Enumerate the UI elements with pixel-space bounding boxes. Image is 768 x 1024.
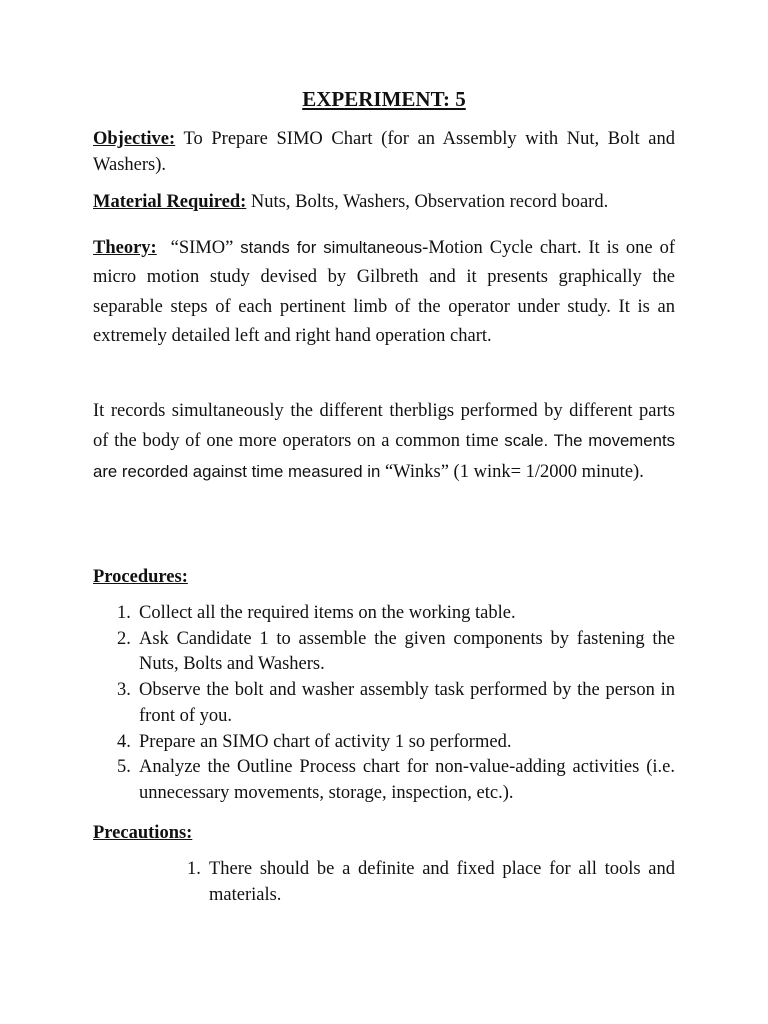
list-item xyxy=(117,678,675,729)
theory-label: Theory: xyxy=(93,238,157,258)
records-text-sans: scale. The movements are recorded against time measured in xyxy=(93,431,676,481)
records-paragraph xyxy=(93,397,675,487)
list-item-number: 4. xyxy=(117,731,131,752)
page-title: EXPERIMENT: 5 xyxy=(302,87,466,111)
list-item-text: There should be a definite and fixed place for all tools and materials. xyxy=(209,859,675,905)
list-item xyxy=(117,730,675,756)
list-item xyxy=(187,857,675,908)
theory-text-quote: “SIMO” xyxy=(156,238,234,258)
material-paragraph xyxy=(93,189,675,215)
procedures-heading: Procedures: xyxy=(93,567,188,587)
list-item-number: 5. xyxy=(117,757,131,778)
objective-paragraph xyxy=(93,126,675,178)
list-item-text: Ask Candidate 1 to assemble the given components by fastening the Nuts, Bolts and Washers. xyxy=(139,628,675,675)
theory-paragraph xyxy=(93,233,675,351)
precautions-heading-line xyxy=(93,820,675,846)
records-text-c: “Winks” (1 wink= 1/2000 minute). xyxy=(380,461,644,482)
procedures-heading-line xyxy=(93,564,675,590)
list-item-text: Observe the bolt and washer assembly task performed by the person in front of you. xyxy=(139,680,675,726)
precautions-heading: Precautions: xyxy=(93,823,193,843)
list-item-number: 1. xyxy=(187,859,201,879)
material-text: Nuts, Bolts, Washers, Observation record board. xyxy=(246,192,609,212)
precautions-list xyxy=(187,857,675,908)
material-label: Material Required: xyxy=(93,192,247,212)
list-item-text: Analyze the Outline Process chart for non-value-adding activities (i.e. unnecessary movements, storage, inspection, etc.). xyxy=(139,757,675,803)
list-item-number: 1. xyxy=(117,603,131,623)
list-item-text: Collect all the required items on the working table. xyxy=(139,603,516,623)
records-text-a: It records simultaneously the different therbligs performed by different parts of the body of one more operators on a common time xyxy=(93,401,675,452)
theory-text-body: -Motion Cycle chart. It is one of micro motion study devised by Gilbreth and it presents graphically the separable steps of each pertinent limb of the operator under study. It is an extremely detailed left and right hand operation chart. xyxy=(93,238,675,346)
theory-text-sans: stands for simultaneous xyxy=(233,238,423,257)
list-item xyxy=(117,627,675,678)
list-item-number: 2. xyxy=(117,628,131,649)
list-item-text: Prepare an SIMO chart of activity 1 so performed. xyxy=(139,731,512,752)
objective-label: Objective: xyxy=(93,129,176,149)
procedures-list xyxy=(117,601,675,807)
list-item xyxy=(117,755,675,806)
list-item xyxy=(117,601,675,627)
objective-text: To Prepare SIMO Chart (for an Assembly with Nut, Bolt and Washers). xyxy=(93,129,675,175)
list-item-number: 3. xyxy=(117,680,131,701)
